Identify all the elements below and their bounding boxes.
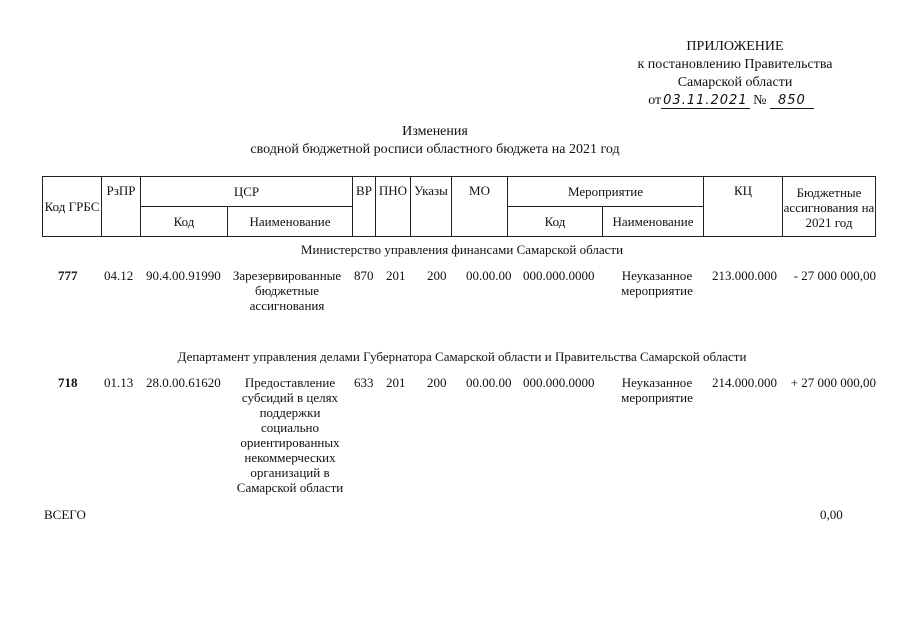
cell-kc: 214.000.000: [712, 375, 777, 390]
cell-mo: 00.00.00: [466, 268, 512, 283]
header-grbs: Код ГРБС: [43, 177, 102, 237]
cell-vr: 870: [354, 268, 374, 283]
cell-ukazy: 200: [427, 268, 447, 283]
cell-vr: 633: [354, 375, 374, 390]
header-event: Мероприятие: [508, 177, 704, 207]
header-pno: ПНО: [376, 177, 411, 237]
cell-event-code: 000.000.0000: [523, 375, 595, 390]
header-mo: МО: [452, 177, 508, 237]
cell-ukazy: 200: [427, 375, 447, 390]
cell-kc: 213.000.000: [712, 268, 777, 283]
cell-amount: - 27 000 000,00: [793, 268, 876, 283]
total-label: ВСЕГО: [44, 507, 86, 522]
section-title: Департамент управления делами Губернатора Самарской области и Правительства Самарской области: [177, 349, 747, 364]
document-title: [200, 123, 670, 159]
header-event-name: Наименование: [603, 207, 704, 237]
cell-event-code: 000.000.0000: [523, 268, 595, 283]
table-header: [42, 176, 876, 237]
cell-rzpr: 04.12: [104, 268, 134, 283]
title-line1: Изменения: [402, 124, 468, 139]
cell-csr-name: Предоставление субсидий в целях поддержки социально ориентированных некоммерческих организаций в Самарской области: [236, 375, 344, 495]
header-event-code: Код: [508, 207, 603, 237]
header-vr: ВР: [353, 177, 376, 237]
header-kc: КЦ: [704, 177, 783, 237]
number-prefix: №: [753, 93, 767, 108]
header-ukazy: Указы: [411, 177, 452, 237]
cell-rzpr: 01.13: [104, 375, 134, 390]
cell-csr-code: 28.0.00.61620: [146, 375, 221, 390]
appendix-title: ПРИЛОЖЕНИЕ: [686, 39, 784, 54]
section-title: Министерство управления финансами Самарской области: [300, 242, 624, 257]
appendix-block: [610, 38, 860, 110]
cell-grbs: 718: [58, 375, 78, 390]
title-line2: сводной бюджетной росписи областного бюджета на 2021 год: [250, 142, 620, 157]
appendix-date-line: [602, 92, 860, 110]
header-allocation: Бюджетные ассигнования на 2021 год: [783, 177, 876, 237]
appendix-line2: Самарской области: [677, 75, 793, 90]
cell-pno: 201: [386, 268, 406, 283]
header-csr: ЦСР: [141, 177, 353, 207]
header-csr-name: Наименование: [228, 207, 353, 237]
appendix-date: 03.11.2021: [663, 93, 748, 108]
header-csr-code: Код: [141, 207, 228, 237]
appendix-line1: к постановлению Правительства: [637, 57, 833, 72]
total-value: 0,00: [820, 507, 843, 522]
cell-csr-code: 90.4.00.91990: [146, 268, 221, 283]
cell-csr-name: Зарезервированные бюджетные ассигнования: [232, 268, 342, 313]
cell-grbs: 777: [58, 268, 78, 283]
cell-pno: 201: [386, 375, 406, 390]
appendix-number: 850: [770, 93, 814, 109]
cell-event-name: Неуказанное мероприятие: [621, 268, 693, 298]
cell-amount: + 27 000 000,00: [790, 375, 876, 390]
cell-event-name: Неуказанное мероприятие: [621, 375, 693, 405]
date-prefix: от: [648, 93, 662, 108]
cell-mo: 00.00.00: [466, 375, 512, 390]
header-rzpr: РзПР: [102, 177, 141, 237]
